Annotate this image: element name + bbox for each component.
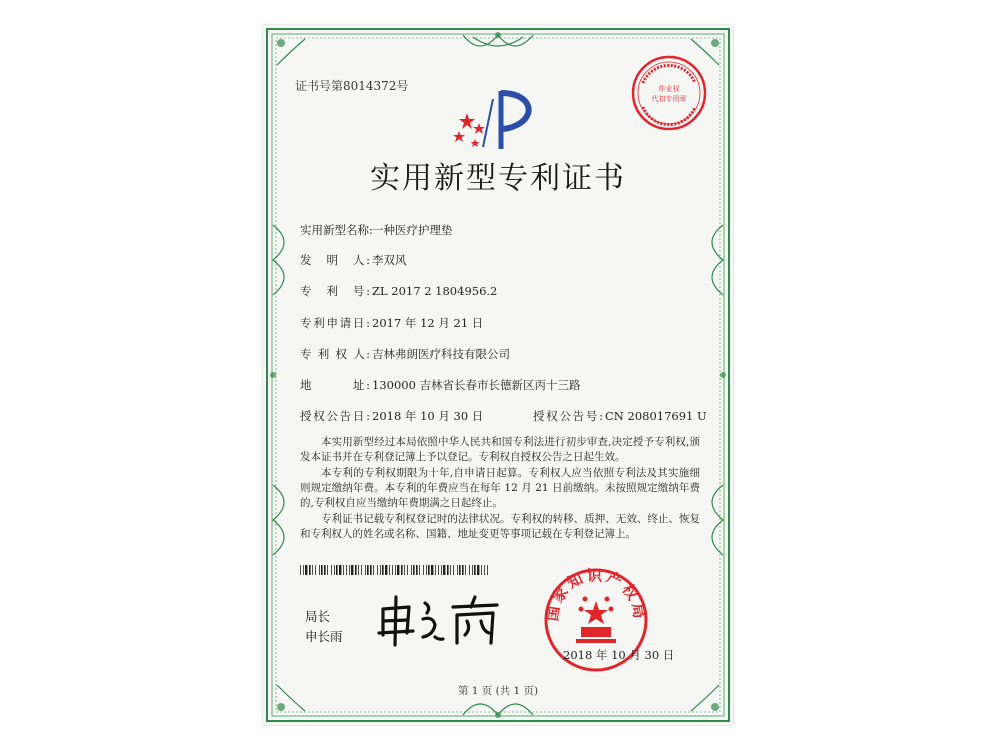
barcode-bar [334, 565, 335, 575]
body-paragraph: 本专利的专利权期限为十年,自申请日起算。专利权人应当依照专利法及其实施细则规定缴纳年费。本专利的年费应当在每年 12 月 21 日前缴纳。未按照规定缴纳年费的,专利权自应当缴纳年费期满之日起终止。 [300, 467, 700, 509]
grant-date-label: 授权公告日: [300, 409, 370, 423]
patentee-value: 吉林弗朗医疗科技有限公司 [372, 347, 510, 361]
barcode-bar [336, 565, 338, 575]
svg-text:代扣专用章: 代扣专用章 [651, 95, 687, 103]
barcode-bar [385, 565, 387, 575]
barcode-bar [331, 565, 332, 575]
barcode-bar [453, 565, 454, 575]
barcode-bar [312, 565, 313, 575]
barcode-bar [300, 565, 301, 575]
barcode-bar [324, 565, 326, 575]
barcode-bar [361, 565, 362, 575]
seal-org-text: 国家知识产权局 [543, 566, 649, 623]
barcode-bar [477, 565, 479, 575]
body-paragraph: 本实用新型经过本局依照中华人民共和国专利法进行初步审查,决定授予专利权,颁发本证书并在专利登记簿上予以登记。专利权自授权公告之日起生效。 [300, 436, 700, 463]
application-date-row [300, 315, 483, 331]
barcode-bar [351, 565, 353, 575]
barcode-bar [401, 565, 403, 575]
barcode [300, 565, 490, 575]
barcode-bar [346, 565, 347, 575]
barcode-bar [413, 565, 415, 575]
barcode-bar [411, 565, 412, 575]
patent-number-value: ZL 2017 2 1804956.2 [372, 284, 498, 298]
seal-date: 2018 年 10 月 30 日 [563, 648, 675, 662]
barcode-bar [319, 565, 320, 575]
barcode-bar [355, 565, 357, 575]
barcode-bar [462, 565, 464, 575]
barcode-bar [389, 565, 390, 575]
grant-date-value: 2018 年 10 月 30 日 [372, 409, 484, 423]
director-title: 局长 [305, 609, 331, 624]
inventor-label: 发 明 人: [300, 253, 370, 267]
barcode-bar [426, 565, 427, 575]
barcode-bar [465, 565, 466, 575]
barcode-bar [457, 565, 458, 575]
barcode-bar [416, 565, 418, 575]
barcode-bar [469, 565, 470, 575]
grant-date-row [300, 408, 483, 424]
director-block [305, 607, 343, 647]
grant-number-value: CN 208017691 U [605, 409, 707, 423]
address-row [300, 377, 581, 393]
barcode-bar [431, 565, 433, 575]
barcode-bar [377, 565, 378, 575]
barcode-bar [407, 565, 408, 575]
utility-model-name-label: 实用新型名称: [300, 223, 373, 237]
barcode-bar [305, 565, 307, 575]
barcode-bar [343, 565, 344, 575]
barcode-bar [450, 565, 451, 575]
barcode-bar [370, 565, 372, 575]
barcode-bar [474, 565, 476, 575]
patentee-label: 专 利 权 人: [300, 347, 370, 361]
barcode-bar [382, 565, 384, 575]
director-name: 申长雨 [305, 629, 343, 644]
barcode-bar [459, 565, 461, 575]
address-value: 130000 吉林省长春市长德新区丙十三路 [372, 378, 581, 392]
barcode-bar [487, 565, 488, 575]
application-date-label: 专利申请日: [300, 316, 370, 330]
barcode-bar [373, 565, 374, 575]
address-label: 地 址: [300, 378, 370, 392]
barcode-bar [443, 565, 445, 575]
barcode-bar [315, 565, 316, 575]
barcode-bar [472, 565, 473, 575]
barcode-bar [419, 565, 420, 575]
body-paragraph: 专利证书记载专利权登记时的法律状况。专利权的转移、质押、无效、终止、恢复和专利权人的姓名或名称、国籍、地址变更等事项记载在专利登记簿上。 [300, 513, 700, 540]
barcode-bar [395, 565, 396, 575]
barcode-bar [380, 565, 381, 575]
certificate-body [300, 435, 700, 543]
certificate-title: 实用新型专利证书 [370, 161, 626, 196]
patentee-row [300, 346, 510, 362]
barcode-bar [365, 565, 366, 575]
utility-model-name-value: 一种医疗护理垫 [372, 223, 453, 237]
barcode-bar [481, 565, 482, 575]
svg-text:作业权: 作业权 [658, 85, 680, 93]
patent-office-logo [453, 85, 543, 155]
barcode-bar [327, 565, 328, 575]
barcode-bar [447, 565, 449, 575]
barcode-bar [392, 565, 393, 575]
utility-model-name-row [300, 222, 453, 238]
barcode-bar [428, 565, 430, 575]
patent-number-row [300, 283, 497, 299]
certificate-number: 证书号第8014372号 [295, 79, 409, 93]
grant-number-label: 授权公告号: [533, 409, 603, 423]
barcode-bar [339, 565, 341, 575]
patent-number-label: 专 利 号: [300, 284, 370, 298]
barcode-bar [309, 565, 311, 575]
barcode-bar [441, 565, 442, 575]
barcode-bar [367, 565, 369, 575]
director-signature [375, 593, 505, 648]
patent-certificate [263, 25, 733, 725]
barcode-bar [349, 565, 350, 575]
barcode-bar [438, 565, 439, 575]
barcode-bar [321, 565, 323, 575]
barcode-bar [358, 565, 359, 575]
barcode-bar [303, 565, 304, 575]
grant-number-row [533, 408, 707, 424]
inventor-value: 李双风 [372, 253, 407, 267]
barcode-bar [435, 565, 436, 575]
agency-seal-stamp [629, 53, 709, 133]
barcode-bar [484, 565, 485, 575]
application-date-value: 2017 年 12 月 21 日 [372, 316, 484, 330]
barcode-bar [423, 565, 424, 575]
barcode-bar [404, 565, 405, 575]
page-indicator: 第 1 页 (共 1 页) [457, 685, 539, 697]
inventor-row [300, 252, 407, 268]
barcode-bar [397, 565, 399, 575]
